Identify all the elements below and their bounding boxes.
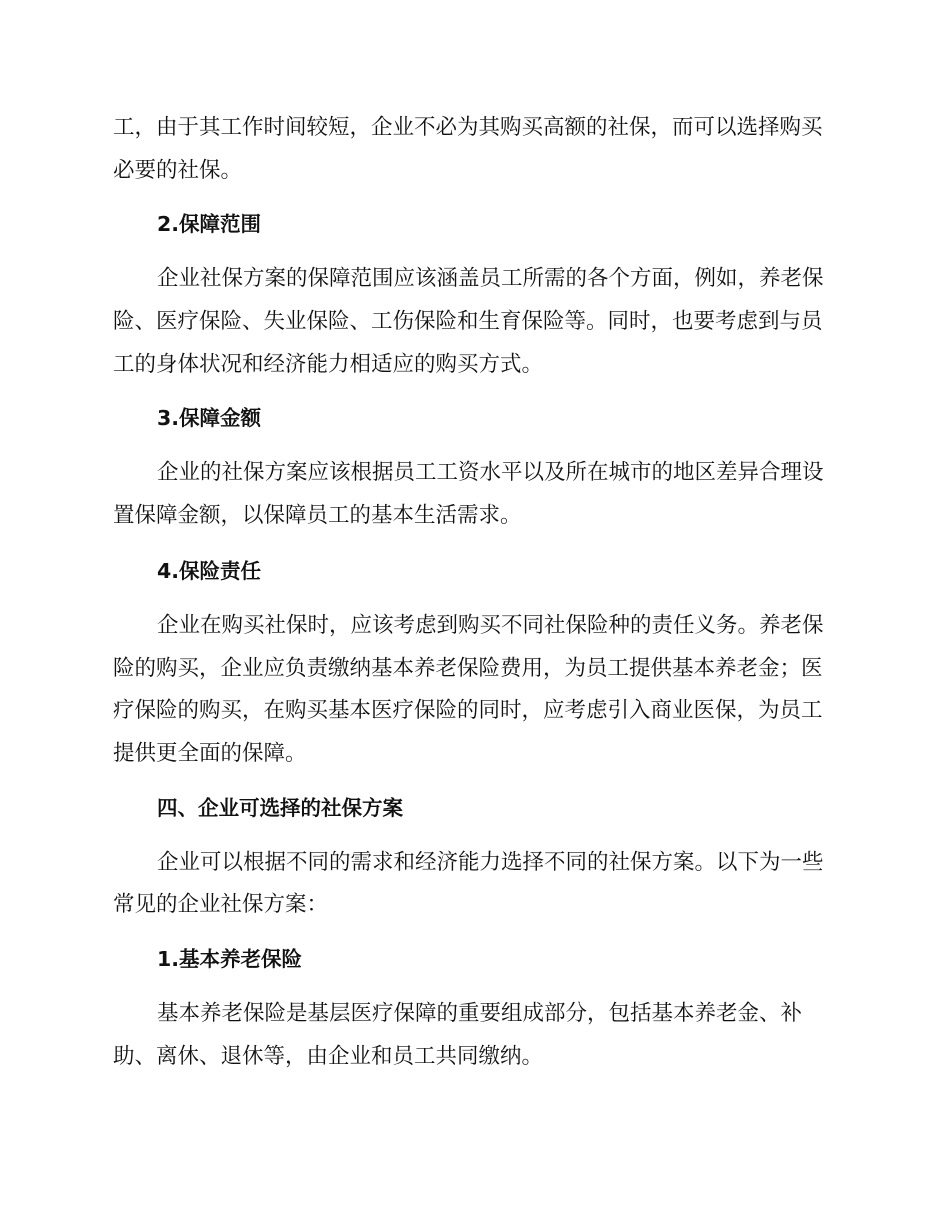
- paragraph-line: 提供更全面的保障。: [113, 741, 307, 766]
- paragraph-line: 企业社保方案的保障范围应该涵盖员工所需的各个方面，例如，养老保: [157, 266, 824, 291]
- paragraph-line: 企业在购买社保时，应该考虑到购买不同社保险种的责任义务。养老保: [157, 613, 824, 638]
- paragraph-line: 常见的企业社保方案：: [113, 892, 329, 917]
- paragraph-line: 险的购买，企业应负责缴纳基本养老保险费用，为员工提供基本养老金；医: [113, 656, 823, 681]
- paragraph-line: 企业的社保方案应该根据员工工资水平以及所在城市的地区差异合理设: [157, 460, 824, 485]
- heading-amount: 3.保障金额: [157, 406, 262, 430]
- paragraph-line: 工的身体状况和经济能力相适应的购买方式。: [113, 352, 544, 377]
- heading-section4: 四、企业可选择的社保方案: [157, 796, 403, 820]
- paragraph-line: 基本养老保险是基层医疗保障的重要组成部分，包括基本养老金、补: [157, 1001, 803, 1026]
- paragraph-line: 置保障金额，以保障员工的基本生活需求。: [113, 503, 522, 528]
- paragraph-line: 助、离休、退休等，由企业和员工共同缴纳。: [113, 1044, 544, 1069]
- paragraph-line: 必要的社保。: [113, 158, 243, 183]
- paragraph-line: 企业可以根据不同的需求和经济能力选择不同的社保方案。以下为一些: [157, 850, 824, 875]
- heading-pension: 1.基本养老保险: [157, 947, 303, 971]
- paragraph-line: 险、医疗保险、失业保险、工伤保险和生育保险等。同时，也要考虑到与员: [113, 309, 823, 334]
- heading-scope: 2.保障范围: [157, 212, 262, 236]
- paragraph-line: 疗保险的购买，在购买基本医疗保险的同时，应考虑引入商业医保，为员工: [113, 698, 823, 723]
- heading-liability: 4.保险责任: [157, 559, 262, 583]
- paragraph-line: 工，由于其工作时间较短，企业不必为其购买高额的社保，而可以选择购买: [113, 115, 823, 140]
